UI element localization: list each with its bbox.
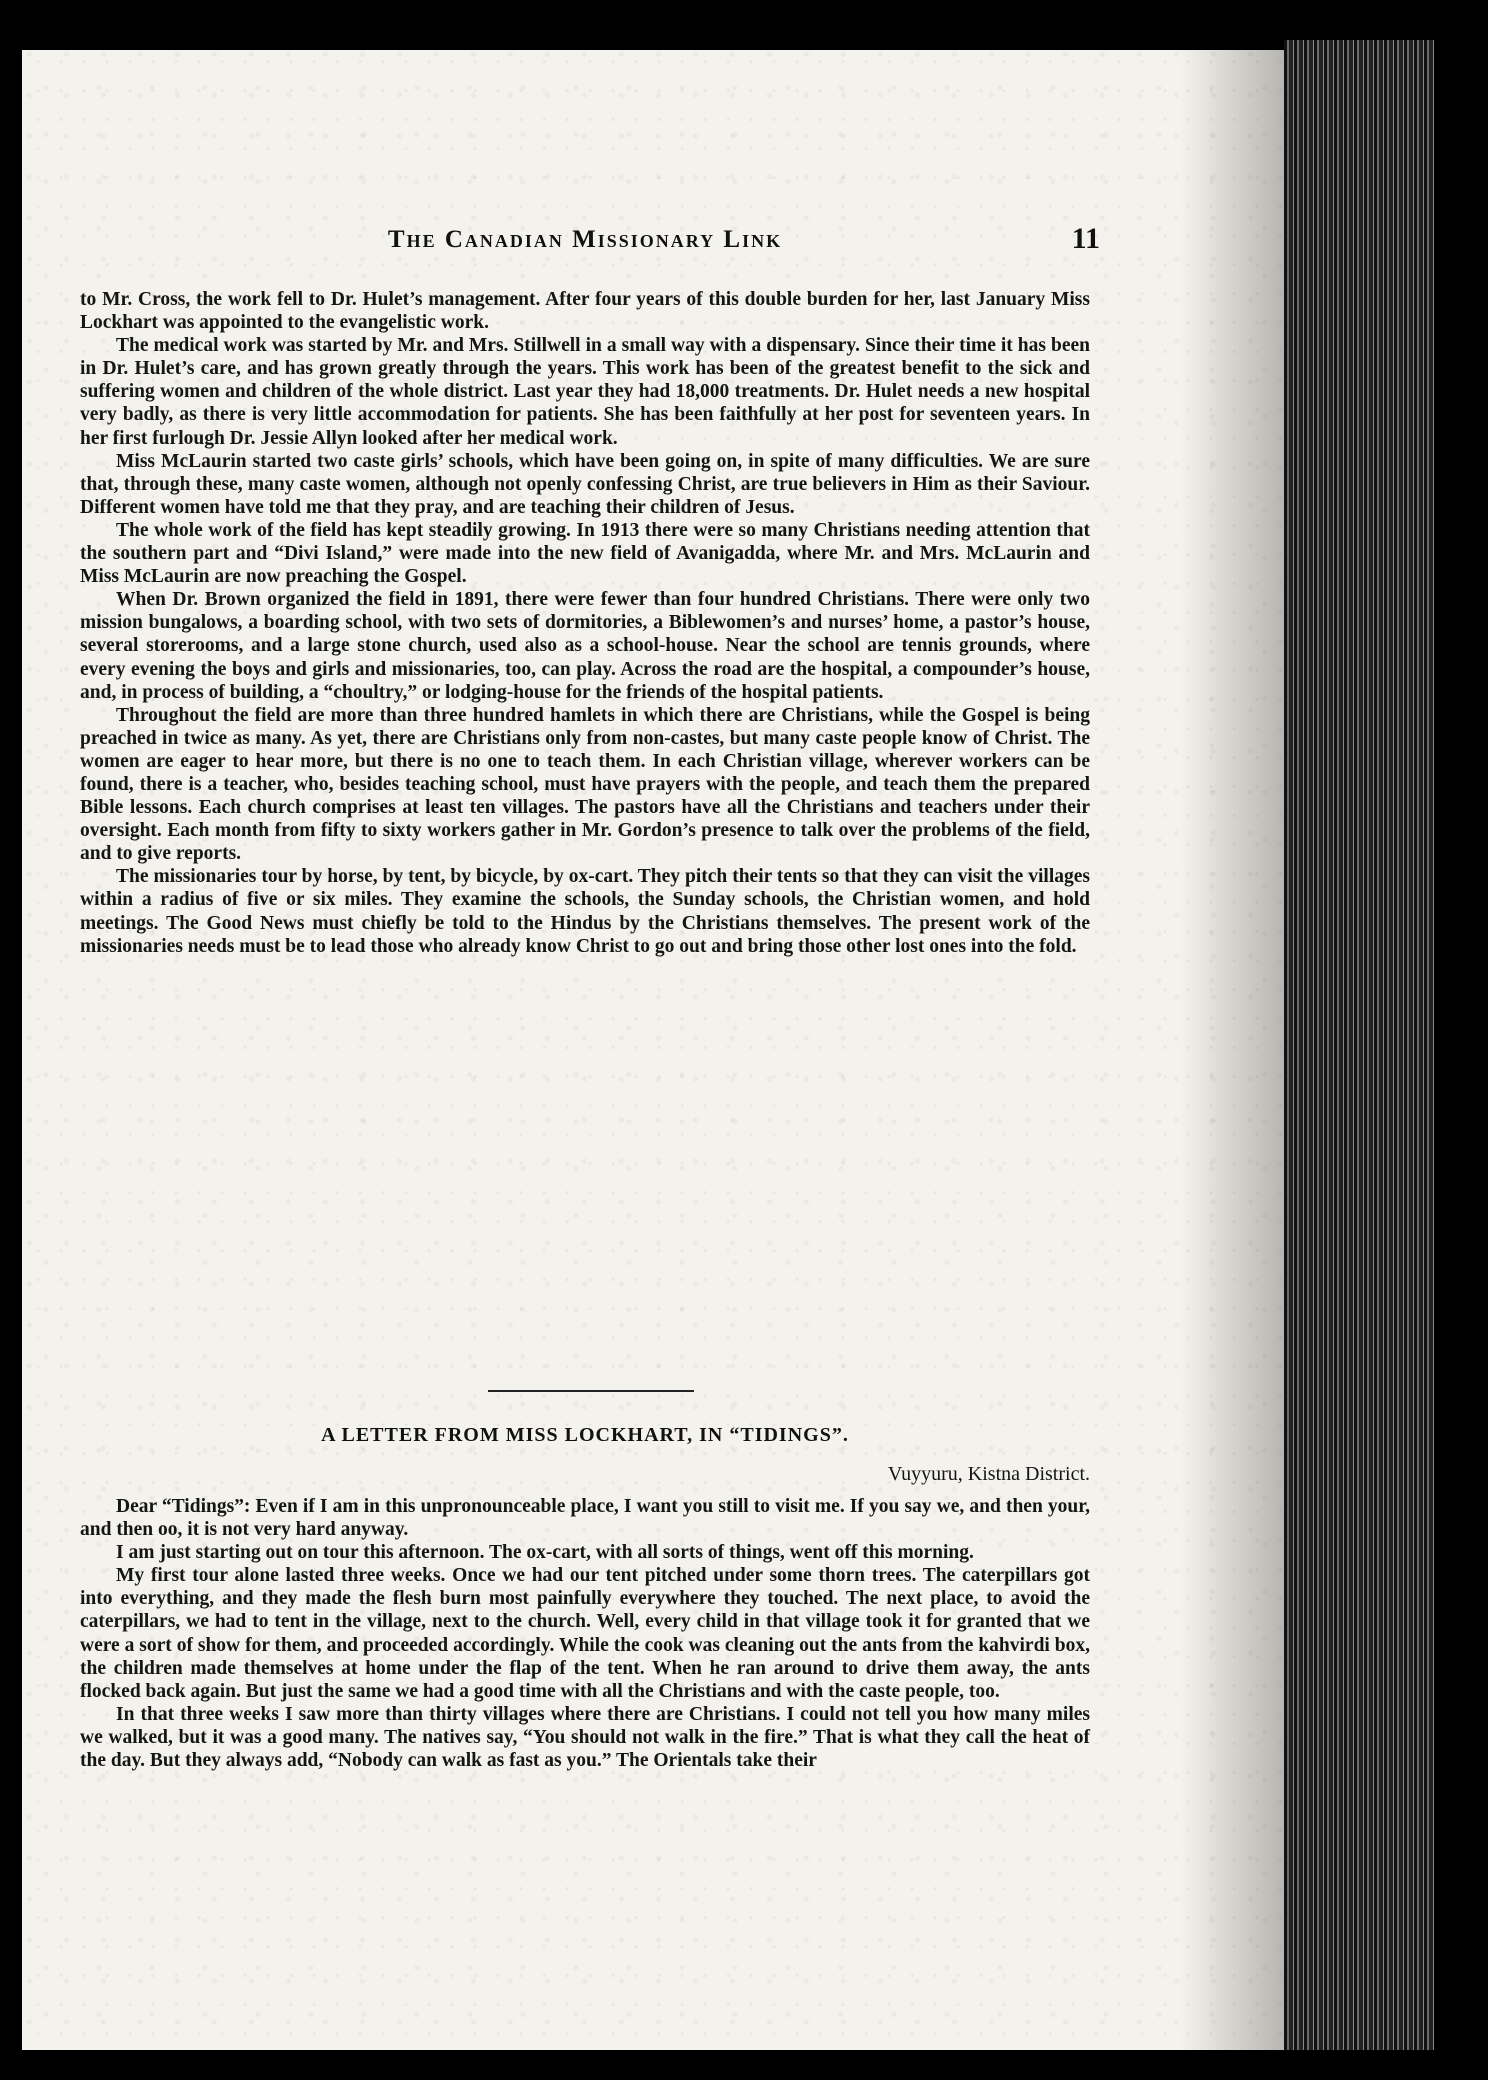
body-paragraph: The medical work was started by Mr. and Mrs. Stillwell in a small way with a dispensary. Since their time it has been in Dr. Hulet’s care, and has grown greatly through the years. This work has been of the greatest benefit to the sick and suffering women and children of the whole district. Last year they had 18,000 treatments. Dr. Hulet needs a new hospital very badly, as there is very little accommodation for patients. She has been faithfully at her post for seventeen years. In her first furlough Dr. Jessie Allyn looked after her medical work. <box>80 335 1090 449</box>
letter-place: Vuyyuru, Kistna District. <box>887 1463 1090 1485</box>
letter-paragraph: Dear “Tidings”: Even if I am in this unpronounceable place, I want you still to visit me. If you say we, and then your, and then oo, it is not very hard anyway. <box>80 1496 1090 1541</box>
body-paragraph: The missionaries tour by horse, by tent, by bicycle, by ox-cart. They pitch their tents so that they can visit the villages within a radius of five or six miles. They examine the schools, the Sunday schools, the Christian women, and hold meetings. The Good News must chiefly be told to the Hindus by the Christians themselves. The present work of the missionaries needs must be to lead those who already know Christ to go out and bring those other lost ones into the fold. <box>80 866 1090 957</box>
body-paragraph: Miss McLaurin started two caste girls’ schools, which have been going on, in spite of many difficulties. We are sure that, through these, many caste women, although not openly confessing Christ, are true believers in Him as their Saviour. Different women have told me that they pray, and are teaching their children of Jesus. <box>80 450 1090 518</box>
body-paragraph: The whole work of the field has kept steadily growing. In 1913 there were so many Christians needing attention that the southern part and “Divi Island,” were made into the new field of Avanigadda, where Mr. and Mrs. McLaurin and Miss McLaurin are now preaching the Gospel. <box>80 519 1090 588</box>
body-paragraph: Throughout the field are more than three hundred hamlets in which there are Christians, while the Gospel is being preached in twice as many. As yet, there are Christians only from non-castes, but many caste people know of Christ. The women are eager to hear more, but there is no one to teach them. In each Christian village, wherever workers can be found, there is a teacher, who, besides teaching school, must have prayers with the people, and teach them the prepared Bible lessons. Each church comprises at least ten villages. The pastors have all the Christians and teachers under their oversight. Each month from fifty to sixty workers gather in Mr. Gordon’s presence to talk over the problems of the field, and to give reports. <box>80 704 1090 865</box>
letter-paragraph: I am just starting out on tour this afternoon. The ox-cart, with all sorts of things, went off this morning. <box>116 1542 974 1564</box>
running-head: The Canadian Missionary Link <box>387 226 783 253</box>
letter-body <box>80 1495 1090 1772</box>
letter-paragraph: My first tour alone lasted three weeks. Once we had our tent pitched under some thorn trees. The caterpillars got into everything, and they made the flesh burn most painfully everywhere they touched. The next place, to avoid the caterpillars, we had to tent in the village, next to the church. Well, every child in that village took it for granted that we were a sort of show for them, and proceeded accordingly. While the cook was cleaning out the ants from the kahvirdi box, the children made themselves at home under the flap of the tent. When he ran around to drive them away, the ants flocked back again. But just the same we had a good time with all the Christians and with the caste people, too. <box>80 1565 1090 1702</box>
letter-title: A LETTER FROM MISS LOCKHART, IN “TIDINGS”. <box>321 1424 849 1446</box>
article-body <box>80 288 1090 958</box>
body-paragraph: to Mr. Cross, the work fell to Dr. Hulet’s management. After four years of this double burden for her, last January Miss Lockhart was appointed to the evangelistic work. <box>80 289 1090 334</box>
section-divider <box>488 1390 694 1392</box>
page-number: 11 <box>1071 222 1100 255</box>
page-header <box>80 222 1100 260</box>
body-paragraph: When Dr. Brown organized the field in 1891, there were fewer than four hundred Christians. There were only two mission bungalows, a boarding school, with two sets of dormitories, a Biblewomen’s and nurses’ home, a pastor’s house, several storerooms, and a large stone church, used also as a school-house. Near the school are tennis grounds, where every evening the boys and girls and missionaries, too, can play. Across the road are the hospital, a compounder’s house, and, in process of building, a “choultry,” or lodging-house for the friends of the hospital patients. <box>80 589 1090 703</box>
book-page-edges <box>1284 40 1434 2050</box>
letter-paragraph: In that three weeks I saw more than thirty villages where there are Christians. I could not tell you how many miles we walked, but it was a good many. The natives say, “You should not walk in the fire.” That is what they call the heat of the day. But they always add, “Nobody can walk as fast as you.” The Orientals take their <box>80 1703 1090 1772</box>
spine-shadow <box>1180 50 1284 2050</box>
